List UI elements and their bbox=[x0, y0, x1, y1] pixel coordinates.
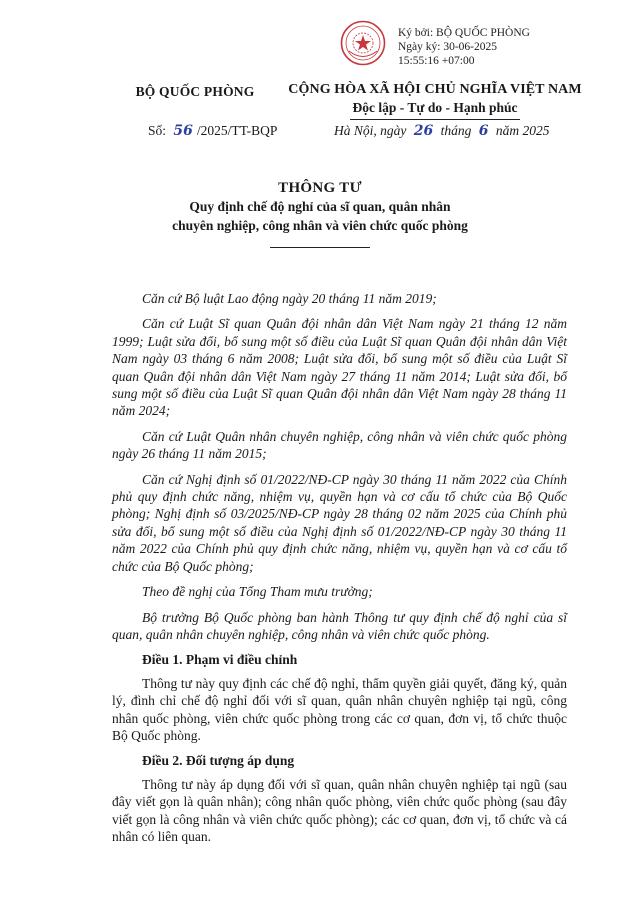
article-text: Thông tư này áp dụng đối với sĩ quan, quân nhân chuyên nghiệp tại ngũ (sau đây viết gọn là quân nhân); công nhân quốc phòng, viên chức quốc phòng (sau đây viết gọn là công nhân và viên chức quốc phòng); các cơ quan, đơn vị, tổ chức và cá nhân có liên quan. bbox=[112, 776, 567, 844]
national-motto: Độc lập - Tự do - Hạnh phúc bbox=[352, 100, 518, 115]
document-type: THÔNG TƯ bbox=[278, 180, 362, 196]
title-underline bbox=[270, 247, 370, 248]
doc-number-handwritten: 56 bbox=[173, 123, 193, 139]
motto-underline bbox=[350, 119, 520, 120]
document-date bbox=[334, 123, 550, 139]
state-emblem-seal-icon bbox=[340, 20, 386, 66]
title-line-1: Quy định chế độ nghỉ của sĩ quan, quân nhân bbox=[189, 199, 451, 214]
preamble-paragraph: Căn cứ Bộ luật Lao động ngày 20 tháng 11 năm 2019; bbox=[142, 291, 437, 306]
digital-signature-info bbox=[398, 26, 530, 68]
nation-name: CỘNG HÒA XÃ HỘI CHỦ NGHĨA VIỆT NAM bbox=[288, 82, 582, 97]
preamble-paragraph: Căn cứ Nghị định số 01/2022/NĐ-CP ngày 30 tháng 11 năm 2022 của Chính phủ quy định chức năng, nhiệm vụ, quyền hạn và cơ cấu tổ chức của Bộ Quốc phòng; Nghị định số 03/2025/NĐ-CP ngày 28 tháng 02 năm 2025 của Chính phủ sửa đổi, bổ sung một số điều của Nghị định số 01/2022/NĐ-CP ngày 30 tháng 11 năm 2022 của Chính phủ quy định chức năng, nhiệm vụ, quyền hạn và cơ cấu tổ chức của Bộ Quốc phòng; bbox=[112, 471, 567, 574]
date-year: năm 2025 bbox=[495, 123, 550, 138]
issuing-organization bbox=[110, 84, 280, 100]
organization-name: BỘ QUỐC PHÒNG bbox=[135, 84, 255, 99]
article-heading: Điều 1. Phạm vi điều chỉnh bbox=[142, 652, 298, 668]
article-text: Thông tư này quy định các chế độ nghỉ, thẩm quyền giải quyết, đăng ký, quản lý, đình chỉ chế độ nghỉ đối với sĩ quan, quân nhân chuyên nghiệp tại ngũ, công nhân quốc phòng, viên chức quốc phòng trong các cơ quan, đơn vị, tổ chức thuộc Bộ Quốc phòng. bbox=[112, 675, 567, 743]
document-title bbox=[100, 180, 540, 248]
sign-time-text: 15:55:16 +07:00 bbox=[398, 55, 475, 67]
document-number bbox=[148, 123, 277, 139]
title-line-2: chuyên nghiệp, công nhân và viên chức quốc phòng bbox=[172, 218, 468, 233]
sign-date-text: Ngày ký: 30-06-2025 bbox=[398, 41, 498, 53]
preamble-paragraph: Theo đề nghị của Tổng Tham mưu trưởng; bbox=[142, 584, 373, 600]
date-day-handwritten: 26 bbox=[413, 123, 434, 139]
doc-number-prefix: Số: bbox=[148, 123, 167, 138]
preamble-paragraph: Bộ trưởng Bộ Quốc phòng ban hành Thông tư quy định chế độ nghỉ của sĩ quan, quân nhân chuyên nghiệp, công nhân và viên chức quốc phòng. bbox=[112, 609, 567, 642]
national-header bbox=[280, 82, 590, 120]
date-month-handwritten: 6 bbox=[478, 123, 489, 139]
signer-text: Ký bởi: BỘ QUỐC PHÒNG bbox=[398, 27, 530, 39]
date-month-label: tháng bbox=[440, 123, 472, 138]
preamble-paragraph: Căn cứ Luật Quân nhân chuyên nghiệp, công nhân và viên chức quốc phòng ngày 26 tháng 11 năm 2015; bbox=[112, 428, 567, 462]
article-heading: Điều 2. Đối tượng áp dụng bbox=[142, 753, 295, 769]
document-body bbox=[112, 290, 567, 853]
preamble-paragraph: Căn cứ Luật Sĩ quan Quân đội nhân dân Việt Nam ngày 21 tháng 12 năm 1999; Luật sửa đổi, bổ sung một số điều của Luật Sĩ quan Quân đội nhân dân Việt Nam ngày 03 tháng 6 năm 2008; Luật sửa đổi, bổ sung một số điều của Luật Sĩ quan Quân đội nhân dân Việt Nam ngày 27 tháng 11 năm 2014; Luật sửa đổi, bổ sung một số điều của Luật Sĩ quan Quân đội nhân dân Việt Nam ngày 28 tháng 11 năm 2024; bbox=[112, 316, 567, 419]
doc-number-suffix: /2025/TT-BQP bbox=[196, 123, 278, 138]
date-place: Hà Nội, ngày bbox=[334, 123, 407, 138]
